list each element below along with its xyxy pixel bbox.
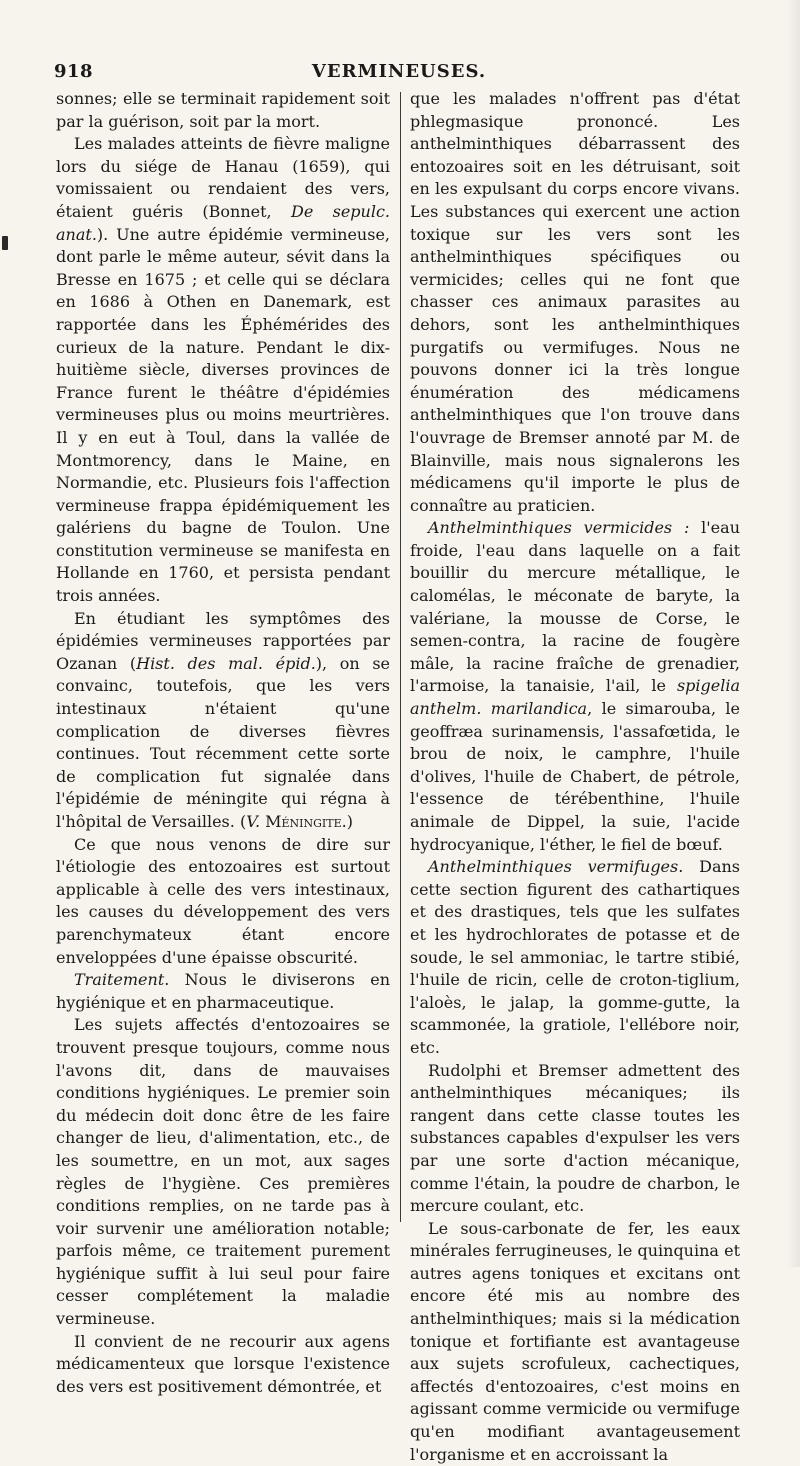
left-column: [56, 88, 391, 1396]
left-paragraph-7: Il convient de ne recourir aux agens médicamenteux que lorsque l'existence des vers est positivement démontrée, et: [56, 1331, 390, 1396]
page-number: 918: [54, 60, 94, 82]
running-title: VERMINEUSES.: [311, 60, 487, 82]
column-divider: [400, 92, 401, 1222]
left-paragraph-4: Ce que nous venons de dire sur l'étiologie des entozoaires est surtout applicable à celle des vers intestinaux, les causes du développement des vers parenchymateux étant encore enveloppées d'une épaisse obscurité.: [56, 834, 390, 967]
left-paragraph-6: Les sujets affectés d'entozoaires se trouvent presque toujours, comme nous l'avons dit, dans de mauvaises conditions hygiéniques. Le premier soin du médecin doit donc être de les faire changer de lieu, d'alimentation, etc., de les soumettre, en un mot, aux sages règles de l'hygiène. Ces premières conditions remplies, on ne tarde pas à voir survenir une amélioration notable; parfois même, ce traitement purement hygiénique suffit à lui seul pour faire cesser complétement la maladie vermineuse.: [56, 1015, 390, 1329]
page-fold-shadow: [786, 0, 800, 1267]
left-paragraph-2: Les malades atteints de fièvre maligne lors du siége de Hanau (1659), qui vomissaient ou rendaient des vers, étaient guéris (Bonnet, De sepulc. anat.). Une autre épidémie vermineuse, dont parle le même auteur, sévit dans la Bresse en 1675 ; et celle qui se déclara en 1686 à Othen en Danemark, est rapportée dans les Éphémérides des curieux de la nature. Pendant le dix-huitième siècle, diverses provinces de France furent le théâtre d'épidémies vermineuses plus ou moins meurtrières. Il y en eut à Toul, dans la vallée de Montmorency, dans le Maine, en Normandie, etc. Plusieurs fois l'affection vermineuse frappa épidémiquement les galériens du bagne de Toulon. Une constitution vermineuse se manifesta en Hollande en 1760, et persista pendant trois années.: [56, 134, 391, 606]
margin-ink-mark: [2, 236, 8, 250]
right-paragraph-vermicides: Anthelminthiques vermicides : l'eau froide, l'eau dans laquelle on a fait bouillir du mercure métallique, le calomélas, le méconate de baryte, la valériane, la mousse de Corse, le semen-contra, la racine de fougère mâle, la racine fraîche de grenadier, l'armoise, la tanaisie, l'ail, le spigelia anthelm. marilandica, le simarouba, le geoffræa surinamensis, l'assafœtida, le brou de noix, le camphre, l'huile d'olives, l'huile de Chabert, de pétrole, l'essence de térébenthine, l'huile animale de Dippel, la suie, l'acide hydrocyanique, l'éther, le fiel de bœuf.: [410, 518, 740, 854]
right-paragraph-1: que les malades n'offrent pas d'état phlegmasique prononcé. Les anthelminthiques débarrassent des entozoaires soit en les détruisant, soit en les expulsant du corps encore vivans. Les substances qui exercent une action toxique sur les vers sont les anthelminthiques spécifiques ou vermicides; celles qui ne font que chasser ces animaux parasites au dehors, sont les anthelminthiques purgatifs ou vermifuges. Nous ne pouvons donner ici la très longue énumération des médicamens anthelminthiques que l'on trouve dans l'ouvrage de Bremser annoté par M. de Blainville, mais nous signalerons les médicamens qu'il importe le plus de connaître au praticien.: [410, 89, 740, 515]
page-header: [54, 56, 744, 86]
left-paragraph-3: En étudiant les symptômes des épidémies vermineuses rapportées par Ozanan (Hist. des mal. épid.), on se convainc, toutefois, que les vers intestinaux n'étaient qu'une complication de diverses fièvres continues. Tout récemment cette sorte de complication fut signalée dans l'épidémie de méningite qui régna à l'hôpital de Versailles. (V. Méningite.): [56, 608, 391, 831]
right-paragraph-vermifuges: Anthelminthiques vermifuges. Dans cette section figurent des cathartiques et des drastiques, tels que les sulfates et les hydrochlorates de potasse et de soude, le sel ammoniac, le tartre stibié, l'huile de ricin, celle de croton-tiglium, l'aloès, le jalap, la gomme-gutte, la scammonée, la gratiole, l'ellébore noir, etc.: [410, 857, 740, 1057]
right-column: [410, 88, 740, 1464]
left-paragraph-1: sonnes; elle se terminait rapidement soit par la guérison, soit par la mort.: [56, 89, 390, 131]
right-paragraph-5: Le sous-carbonate de fer, les eaux minérales ferrugineuses, le quinquina et autres agens toniques et excitans ont encore été mis au nombre des anthelminthiques; mais si la médication tonique et fortifiante est avantageuse aux sujets scrofuleux, cachectiques, affectés d'entozoaires, c'est moins en agissant comme vermicide ou vermifuge qu'en modifiant avantageusement l'organisme et en accroissant la: [410, 1218, 740, 1464]
right-paragraph-4: Rudolphi et Bremser admettent des anthelminthiques mécaniques; ils rangent dans cette classe toutes les substances capables d'expulser les vers par une sorte d'action mécanique, comme l'étain, la poudre de charbon, le mercure coulant, etc.: [410, 1060, 740, 1216]
left-paragraph-treatment: Traitement. Nous le diviserons en hygiénique et en pharmaceutique.: [56, 970, 390, 1012]
